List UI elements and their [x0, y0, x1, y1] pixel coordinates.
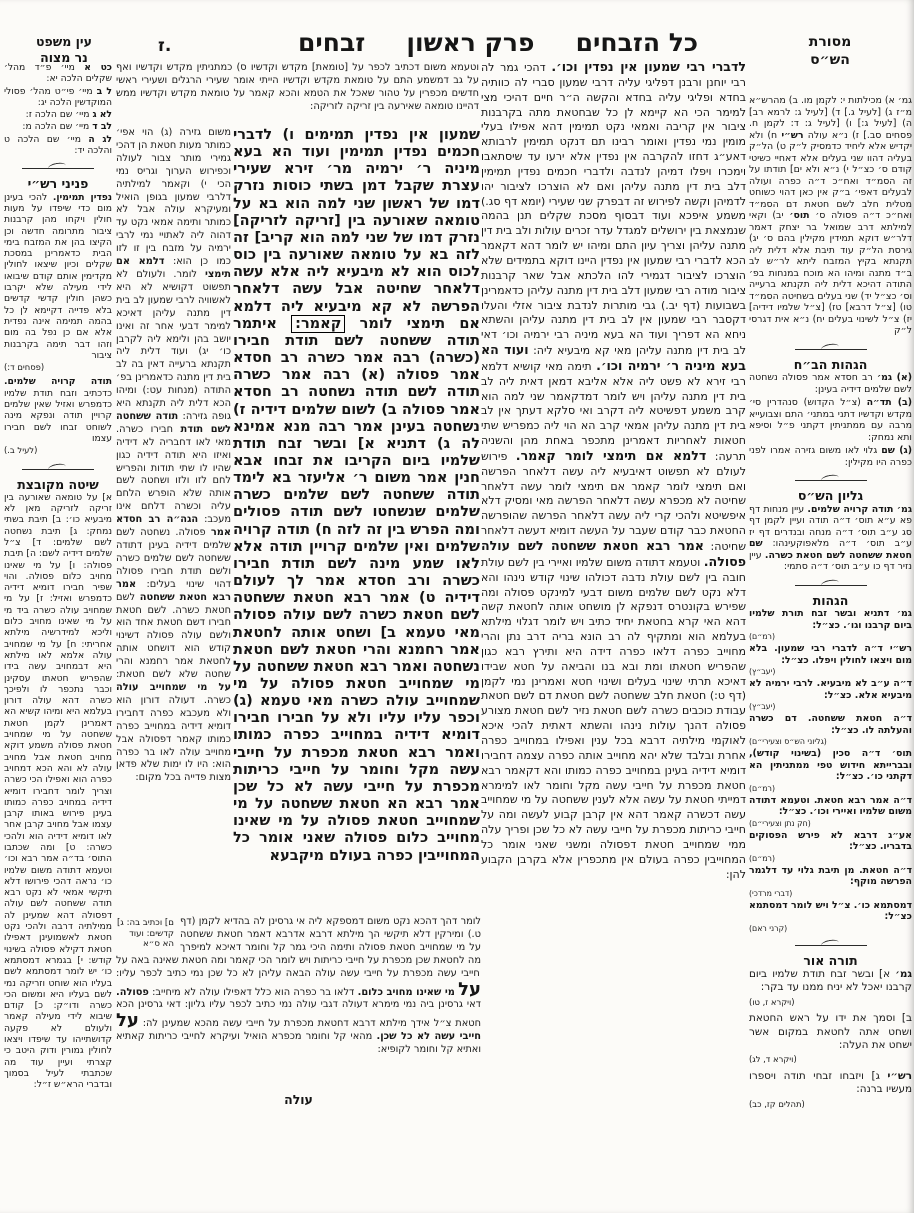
- shita-mekubetzet-heading: שיטה מקובצת: [17, 476, 99, 492]
- section-divider: [795, 940, 867, 949]
- page-number: ז.: [158, 36, 172, 56]
- rashi-column: [116, 127, 231, 915]
- rashi-bottom-block: [116, 916, 481, 1086]
- hagahot-entry-text: רש״י ד״ה לדברי רבי שמעון. בלא מום ויצאו לחולין ויפלו. כצ״ל:: [749, 643, 912, 666]
- pninei-rashi-text: [4, 192, 112, 457]
- gilyon-body: עיין נזיר דף כו ע״ב תוס׳ ד״ה סתמי:: [749, 549, 912, 572]
- section-divider: [795, 580, 867, 589]
- torah-or-verse-text: ג] ויזבחו זבחי תודה ויספרו מעשיו ברנה:: [749, 1069, 912, 1096]
- tosafot-dibbur: ועוד הא בעא מיניה ר׳ ירמיה וכו׳.: [481, 342, 746, 373]
- hagahot-heading: הגהות: [812, 592, 849, 608]
- rashi-dibbur: פסולה.: [116, 986, 149, 998]
- rashi-dibbur: אמר רבא חטאת ששחטה: [116, 578, 231, 603]
- masechet-name: זבחים: [298, 28, 366, 57]
- gemara-text: שמעון אין נפדין תמימים ו) לדברי חכמים נפדין תמימין ועוד הא בעא מיניה ר׳ ירמיה מר׳ זירא שעירי עצרת שקבל דמן בשתי כוסות נזרק דמו של ראשון שני למה הוא בא על טומאה שאורעה בין [זריקה לזריקה] נזרק דמו של שני למה הוא קריב] זה לזה בא על טומאה שאורעה בין כוס לכוס הוא לא מיבעיא ליה אלא עשה דלאחר שחיטה אבל עשה דלאחר הפרשה לא קא מיבעיא ליה דלמא אם תימצי לומר: [233, 127, 480, 332]
- ein-mishpat-letter: לא ג: [92, 109, 112, 121]
- chapter-name: כל הזבחים: [575, 28, 698, 57]
- ein-mishpat-letter: לג ה: [88, 133, 112, 145]
- rashi-text: משום גזירה (ג) הוי אפי׳ כמותר מעות חטאת הן דהכי גמירי מותר צבור לעולה וכפירוש הערוך וגריס נמי הכי י) וקאמר למילתיה דלרבי שמעון בגופן הואיל ומעיקרא עולה אבל לא כמותר ותימה אמאי נקט עד דהוה ליה לאתויי נמי לרבי ירמיה על מזבח בין זו לזו כמו כן הוא:: [116, 127, 231, 268]
- torah-or-citation: (ויקרא ד, לג): [749, 1054, 797, 1065]
- torah-or-verse-text: ב] וסמך את ידו על ראש החטאת ושחט אתה לחטאת במקום אשר ישחט את העלה:: [749, 1012, 912, 1052]
- rashi-top-block: וטעמא משום דכתיב לכפר על [טומאת] מקדש וקדשיו ס) כמתניתין מקדש וקדשיו ואף על גב דמשמע התם על טומאת מקדש וקדשיו הייתי אומר שעירי הרגלים ושעירי ראשי חדשים מכפרין על טהור שאכל את הטמא והכא קאמר על טומאת מקדש וקדשיו ממש דהיינו טומאה שאירעה בין זריקה לזריקה:: [116, 62, 479, 112]
- ein-mishpat-ref: מיי׳ שם הלכה מ:: [22, 121, 90, 133]
- rashi-large-lemma: על: [458, 978, 481, 1000]
- masoret-masthead-line2: הש״ס: [810, 51, 850, 68]
- tosafot-text: וטעמא דתודה משום שלמיו ואיירי בין לשם עולת חובה בין לשם עולת נדבה דכולהו שינוי קודש נינהו והא דלא נקט לשם שלמים משום דבעי למינקט פסולה ומה שפירש בקונטרס דנפקא לן מושחט אותה לחטאת קשה דהא האי קרא בחטאת יחיד כתיב ויש לומר דגלוי מילתא בעלמא הוא ומתקיף לה רב הונא בריה דרב נתן והרי מחוייב כפרה דלאו כפרה דידה היא ותירץ רבא כגון שהפריש חטאתו ומת ובא בנו והביאה על חטא שבידו דאיכא תרתי שינוי בעלים ושינוי חטא ואמרינן נמי לקמן (דף ט:) חטאת חלב ששחטה לשם חטאת דם לשם חטאת עבודת כוכבים כשרה לשם חטאת נזיר לשם חטאת מצורע פסולה דהנך עולות נינהו והשתא דאתית להכי איכא לאוקמי מילתיה דרבא בכל ענין ואפילו במחוייב כפרה אחרת ובלבד שלא יהא מחוייב אותה כפרה עצמה דחבירו דומיא דידיה בעינן במחוייב כפרה כמותו והא דקאמר רבא חטאת מכפרת על חייבי עשה מקל וחומר לאו למימרא דמייתי חטאת על עשה אלא לענין ששחטה על מי שמחוייב עשה דכשרה קאמר דהא אין קרבן קבוע לעשה ומה על חייבי כריתות מכפרת על חייבי עשה לא כל שכן ופריך עלה ממי שמחוייב חטאת דפסולה ומשני שאני אומר כל המחוייבין כפרה בעולם אין מתכפרין אלא בקרבן הקבוע להן:: [481, 555, 746, 881]
- ein-mishpat-masthead-line1: עין משפט: [36, 34, 92, 49]
- rashi-text: מהאי קל וחומר מכפרא הואיל ועיקרא לחייבי כריתות קאתיא ואתיא קל וחומר לקופיא:: [116, 1031, 481, 1056]
- hagahot-attribution: (רמ״ם): [749, 783, 775, 793]
- hagahot-entry-text: תוס׳ ד״ה סכין (בשינוי קודש), ובברייתא חידוש טפי ממתניתין הא דקתני כו׳. כצ״ל:: [749, 748, 912, 782]
- pninei-body: כדכתיב וזבח תודת שלמיו כדמפרש ואזיל שאין שלמים קרויין תודה ונפקא מינה לשוחט זבחו לשם חבירו עצמו: [4, 387, 112, 444]
- tosafot-dibbur: לדברי רבי שמעון אין נפדין וכו׳.: [551, 60, 746, 74]
- section-divider: [795, 344, 867, 353]
- hagahot-entry-text: גמ׳ דתניא ובשר זבח תורת שלמיו ביום קרבנו וגו׳. כצ״ל:: [749, 608, 912, 631]
- rashi-dibbur: הגה״ה רב חסדא אמר: [116, 514, 231, 539]
- gilyon-body: עיין מנחות דף פא ע״א תוס׳ ד״ה תודה ועיין לקמן דף סג ע״ב תוס׳ ד״ה מנחה ובנדרים דף יז ע״ב תוס׳ ד״ה מלאפוקעינהו:: [749, 503, 912, 549]
- torah-or-source-label: גמ׳: [895, 968, 912, 980]
- ein-mishpat-item: [4, 86, 112, 109]
- ein-mishpat-ref: מיי׳ שם הלכה ט והלכה יד:: [4, 133, 112, 157]
- ein-mishpat-masthead: [8, 34, 120, 65]
- ein-mishpat-letter: לב ד: [92, 121, 112, 133]
- hagahot-entry: [749, 795, 912, 828]
- rashi-text: דלאו בר כפרה הוא כלל דאפילו עולה לא מיחייב:: [148, 986, 355, 998]
- masoret-masthead-line1: מסורת: [808, 34, 852, 50]
- ein-mishpat-ref: מיי׳ שם הלכה ז:: [25, 109, 90, 121]
- rashi-dibbur: תודה ששחטה לשם תודת: [116, 410, 231, 435]
- rashi-text: לשם חטאת כשרה. לשם חטאת חבירו דשם חטאת אחד הוא ולשם עולה פסולה דשינוי קודש הוא דושחט אותה לחטאת אמר רחמנא והרי שחטה שלא לשם חטאת:: [116, 591, 231, 681]
- hagahot-attribution: (דברי מרדכי): [749, 888, 793, 898]
- rashi-dibbur: על מי שמחוייב עולה: [116, 681, 231, 693]
- bach-item-head: (ג) שם: [881, 445, 912, 456]
- hagahot-entry-text: אע״ג דרבא לא פירש הפסוקים בדבריו. כצ״ל:: [749, 829, 912, 852]
- hagahot-entry-text: ד״ה חטאת. מן תיבת גלוי עד דלגמר הפרשה מוקף:: [749, 864, 912, 887]
- ein-mishpat-item: [4, 62, 112, 85]
- hagahot-attribution: (יעב״ץ): [749, 667, 776, 676]
- hagahot-attribution: (קרני ראם): [749, 923, 788, 933]
- hagahot-attribution: (חק נתן וצעירי״ם): [749, 818, 811, 828]
- ein-mishpat-list: [4, 62, 112, 156]
- gemara-text: איתמר תודה ששחטה לשם תודת חבירו (כשרה) רבה אמר כשרה רב חסדא אמר פסולה (א) רבה אמר כשרה תודה לשם תודה נשחטה רב חסדא אמר פסולה ב) לשום שלמים דידיה ז) נשחטה בעינן אמר רבה מנא אמינא לה ג) דתניא א] ובשר זבח תודת שלמיו ביום הקריבו את זבחו אבא חנין אמר משום ר׳ אליעזר בא לימד תודה ששחטה לשם שלמים כשרה שלמים שנשחטו לשם תודה פסולים ומה הפרש בין זה לזה ח) תודה קרויה שלמים ואין שלמים קרויין תודה אלא לאו שמע מינה לשם תודת חבירו כשרה ורב חסדא אמר לך לעולם דידיה ט) אמר רבא חטאת ששחטה לשם חטאת כשרה לשם עולה פסולה מאי טעמא ב] ושחט אותה לחטאת אמר רחמנא והרי חטאת לשם חטאת נשחטה ואמר רבא חטאת ששחטה על מי שמחוייב חטאת פסולה על מי שמחוייב עולה כשרה מאי טעמא (ג) וכפר עליו עליו ולא על חבירו חבירו דומיא דידיה במחוייב כפרה כמותו ואמר רבא חטאת מכפרת על חייבי עשה מקל וחומר על חייבי כריתות מכפרת על חייבי עשה לא כל שכן אמר רבא הא חטאת ששחטה על מי שמחוייב חטאת פסולה על מי שאינו מחוייב כלום פסולה שאני אומר כל המחוייבין כפרה בעולם מיקבעא: [233, 315, 480, 864]
- gilyon-dibbur: גמ׳ תודה קרויה שלמים.: [807, 503, 912, 515]
- hagahot-entry: [749, 830, 912, 863]
- tosafot-text: דהכי גמר לה רבי יוחנן ורבנן דפליגי עליה דרבי שמעון סברי לה כוותיה בחדא ופליגי עליה בחדא והקשה ה״ר חיים דהיכי מצי למימר הכי הא קיימא לן כל שבחטאת מתה בקרבנות ציבור אין קריבה ואמאי נקט תמימין דהא אפילו בעלי מומין נמי נפדין ואומר רבינו תם דנקט תמימין לרבותא דאע״ג דחזו להקרבה אין נפדין אלא ירעו עד שיסתאבו וימכרו ויפלו דמיהן לנדבה ולדברי חכמים נפדין תמימין דלב בית דין מתנה עליהן ואם לא הוצרכו לציבור יהו לדמיהן וקשה לפירוש זה דבפרק שני שעירי (יומא דף סג.) משמע איפכא ועוד דבסוף מסכת שקלים תנן בהמה שנמצאת בין ירושלים למגדל עדר זכרים עולות ולב בית דין מתנה עליהן וצריך עיון התם ומיהו יש לומר דהא דקאמר הכא לדברי רבי שמעון אין נפדין היינו דוקא בתמידים שלא הוצרכו לציבור דגמירי להו הלכתא אבל שאר קרבנות ציבור מודה רבי שמעון דלב בית דין מתנה עליהן כדאמרינן בשבועות (דף יב.) גבי מותרות לנדבת ציבור אזלי והעלו דקסבר רבי שמעון אין לב בית דין מתנה עליהן והשתא ניחא הא דפריך ועוד הא בעא מיניה רבי ירמיה וכו׳ דאי לב בית דין מתנה עליהן מאי קא מיבעיא ליה:: [481, 61, 746, 358]
- section-divider: [22, 464, 94, 473]
- ein-mishpat-ref: מיי׳ פ״ד מהל׳ שקלים הלכה יא:: [4, 62, 112, 85]
- torah-or-verse: [749, 1012, 912, 1067]
- torah-or-source-label: רש״י: [887, 1069, 912, 1082]
- rashi-text: לומר. ולעולם לא תפשוט דקושיא לא היא לאשוויה לרבי שמעון לב בית דין מתנה עליהן דאיכא למימר דבעי אחר זה ואינו יושב בהן ולימא ליה לקרבן כו׳ יג) ועוד דלית ליה תקנתא ברעייה דאין בה לב בית דין מתנה כדאמרינן בפ׳ התודה (מנחות עט:) ומיהו הכא דלית ליה תקנתא היא גופה גזירה:: [116, 268, 231, 422]
- masoret-refs: ח) ולא יקדיש אלא ליחיד כדמסיק ל״ק ט) הל״ק בעליה דהוו שני בעלים אלא דאחיי כשיטי קודם ס׳ כצ״ל י) נ״א ולא ים] תודתו על זה הסמ״ד ואח״כ ד״ה כפרה ועולה לבעלים דאפי׳ ב״ק אין כאן דהוי כשוחט מטלית חלב לשם חטאת דם הסמ״ד ואח״כ ד״ה פסולה ס׳: [749, 129, 912, 221]
- gemara-highlighted-word: קאמר:: [291, 315, 345, 333]
- bach-item-text: רב חסדא אמר פסולה נשחטה לשם שלמים דידיה בעינן:: [749, 372, 912, 395]
- torah-or-citation: (ויקרא ז, טו): [749, 996, 795, 1007]
- rashi-text: דאי גרסינן ביה נמי מימרא דעולה דגבי עולה נמי כתיב לכפר עליו גליון: דאי גרסינן הכא חטאת צ״ל אידך מילתא דרבא דחטאת מכפרת על חייבי עשה מהכא שמעינן לה:: [116, 999, 481, 1030]
- torah-or-citation: (תהלים קז, כב): [749, 1098, 805, 1109]
- rashi-text: פסולה. נשחטה לשם שלמים דידיה בעינן דתודה ששחטה לשם שלמים כשרה ולשם תודת חבירו פסולה דהוי שינוי בעלים:: [116, 527, 231, 590]
- masoret-hashas-text: [749, 95, 912, 337]
- rashi-large-lemma: על: [116, 1010, 139, 1032]
- bach-item-head: (א) גמ׳: [876, 372, 912, 383]
- hagahot-entry-text: ד״ה ע״ב לא מיבעיא. לרבי ירמיה לא מיבעיא אלא. כצ״ל:: [749, 678, 912, 701]
- rashi-text: לומר דהך דהכא נקט משום דמספקא ליה אי גרסינן לה בהדיא לקמן (דף ט.) ומירקין דלא תיקשי הך מילתא דרבא אדרבא דאמר חטאת ששחטה על מי שמחוייב חטאת פסולה ותימה היכי גמר קל וחומר דאיכא למיפרך מה לחטאת שכן מכפרת על חייבי כריתות ויש לומר הכי קאמר ומה חטאת שאינה באה על חייבי עשה מכפרת על חייבי עשה עולה הבאה עליהן לא כל שכן נמי כתיב לכפר עליו:: [116, 916, 481, 979]
- masoret-rashi-label: רש״י: [781, 129, 804, 141]
- bach-item: [749, 397, 912, 443]
- hagahot-attribution: (רמ״ם): [749, 632, 775, 641]
- tosafot-dibbur: דלמא אם תימצי לומר קאמר.: [515, 447, 707, 463]
- masoret-refs: גמ׳ א) מכילתות י: לקמן מו. ב) מהרש״א מ״ז ג) [לעיל ג.] ד) [לעיל ג: לרמא רב] ה) [לעיל ג:] ו) [לעיל ג: ד: לקמן ח. פסחים סב.] ז) נ״א עולה: [749, 95, 912, 141]
- ein-mishpat-ref: מיי׳ פי״ט מהל׳ פסולי המוקדשין הלכה יג:: [4, 85, 112, 108]
- ein-mishpat-item: [4, 109, 112, 120]
- hagahot-entry-text: דמסתמא כו׳. צ״ל ויש לומר דמסתמא כצ״ל:: [749, 899, 912, 922]
- ein-mishpat-item: [4, 134, 112, 157]
- bach-item-text: (צ״ל הקדוש) סנהדרין סי׳ מקדש וקדשיו דתני במתני׳ התם וצבועייא מרבה עם ממתניתין דקתני פ״ל וסיפא ותא נמחק:: [749, 397, 912, 443]
- shita-mekubetzet-text: א] על טומאה שאורעה בין זריקה לזריקה מאן לא מיבעיא כו׳: ב] תיבת בשתי נמחק: ג] תיבת נשחטה לשם שלמים: ד] צ״ל שלמים דידיה לשם: ה] תיבת פסולה: ו] על מי שאינו מחויב כלום פסולה. והוי שפיר חבירו דומיא דידיה כדמפרש ואזיל: ז] על מי שמחויב עולה כשרה ביד מי על מי שאינו מחויב כלום וליכא למידרשיה מילתא אחריתי: ח] על מי שמחויב עולה אלמא לאו מילתא היא דבמחויב עשה בידו שהפריש חטאתו עסקינן וכבר נתכפר לו ולפיכך כשרה דהא עולה דורון בעלמא היא ומיהו קשיא הא דאמרינן לקמן חטאת ששחטה על מי שמחויב חטאת פסולה משמע דוקא מחויב חטאת אבל מחויב עולה לא והא הכא דמחויב כפרה הוא ואפילו הכי כשרה וצריך לומר דחבירו דומיא דידיה במחויב כפרה כמותו בעינן פירוש באותו קרבן עצמו אבל מחויב קרבן אחר לאו דומיא דידיה הוא ולהכי כשרה: ט] ומה שכתבו התוס׳ בד״ה אמר רבא וכו׳ וטעמא דתודה משום שלמיו כו׳ נראה דהכי פירושו דלא תיקשי אמאי לא נקט רבא תודה ששחטה לשם עולה דפסולה דהא שמעינן לה ממילתיה דרבה ולהכי נקט חטאת לאשמועינן דאפילו חטאת דקילא פסולה בשינוי קודש: י] בגמרא דמסתמא כו׳ יש לומר דמסתמא לשם בעליו הוא שוחט וזריקה נמי לשם בעליו היא ומשום הכי כשרה ודו״ק: כ] קודם שיבוא לידי מעילה קאמר ולעולם לא פקעה קדושתייהו עד שיפדו ויצאו לחולין גמורין ודוק היטב כי קצרתי ועיין עוד מה שכתבתי לעיל בסמוך ובדברי הרא״ש ז״ל:: [4, 491, 112, 1091]
- pninei-citation: (פסחים ד:): [4, 362, 45, 373]
- pninei-body: להכי בעינן מום כדי שיפדו על מעות חולין ויקחו מהן קרבנות ציבור מתרומה חדשה וכן הקיצו בהן את המזבח בימי הבית כדאמרינן במסכת שקלים וכיון שיצאו לחולין מקדימין אותם קודם שיבואו לידי מעילה שלא יקרבו כשהן חולין קדשי קדשים בלא פדייה דקיימא לן כל בהמה תמימה אינה נפדית אלא אם כן נפל בה מום וזהו דבר תימה בקרבנות ציבור: [4, 191, 112, 361]
- gilyon-dibbur: שם חטאת ששחטה לשם חטאת כשרה.: [749, 538, 912, 561]
- shita-tail-fragment: ם] וכתיב בה: ג] קדשים: ועוד הא ס״א: [116, 918, 174, 950]
- section-divider: [795, 475, 867, 484]
- left-margin-column: [4, 62, 112, 1092]
- bach-item: [749, 445, 912, 468]
- chapter-header: [232, 28, 746, 57]
- ein-mishpat-masthead-line2: נר מצוה: [40, 49, 88, 65]
- perek-name: פרק ראשון: [406, 28, 535, 57]
- torah-or-verse: [749, 968, 912, 1009]
- pninei-citation: (לעיל ב.): [4, 445, 38, 456]
- hagahot-attribution: (רמ״ם): [749, 853, 775, 863]
- hagahot-entry: [749, 678, 912, 711]
- bach-item: [749, 372, 912, 395]
- hagahot-entry-text: ד״ה חטאת ששחטה. דם כשרה והעלתה לו. כצ״ל:: [749, 713, 912, 736]
- hagahot-entry: [749, 643, 912, 676]
- bach-item-head: (ב) תד״ה: [866, 397, 912, 408]
- tosafot-text: פירוש לעולם לא תפשוט דאיבעיא ליה עשה דלאחר הפרשה ואם תימצי לומר קאמר אם תימצי לומר עשה דלאחר שחיטה לא מכפרא עשה דלאחר הפרשה מאי ומסיק דלא איפשיטא ולהכי קרי ליה עשה דלאחר הפרשה שהופרשה החטאת כבר קודם שעבר על העשה דומיא דעשה דלאחר שחיטה:: [481, 449, 746, 553]
- gemara-column: [233, 127, 480, 917]
- right-margin-column: [749, 95, 912, 1200]
- hagahot-attribution: (יעב״ץ): [749, 702, 776, 711]
- masoret-refs: יב) וקאי למילתא דרב שמואל בר יצחק דאמר דלר״ש דוקא תמידין מקילין בהם ס׳ יג) גירסת הל״ק עוד תיבת אלא דלית ליה תקנתא בקיץ המזבח ליתא לר״ש לב ב״ד מתנה ומיהו הא מוכח במנחות בפ׳ התודה דהיכא דלית ליה תקנתא ברעייה וס׳ כצ״ל יד) שני בעלים בשחיטה הסמ״ד טו) [צ״ל דרבא] טז) [צ״ל שלמיו דידיה] יז) צ״ל לשינוי בעלים יח) נ״א אית דגרסי ל״ק: [749, 210, 912, 336]
- hagahot-entry: [749, 748, 912, 793]
- hagahot-entry-text: ד״ה אמר רבא חטאת. וטעמא דתודה משום שלמיו ואיירי וכו׳. כצ״ל:: [749, 794, 912, 817]
- pninei-rashi-heading: פניני רש״י: [27, 176, 89, 192]
- bach-item-text: גלוי לאו משום גזירה אמרו לפני כפרה היו מקילין:: [749, 445, 912, 468]
- ein-mishpat-letter: כט א: [84, 62, 112, 73]
- hagahot-entry: [749, 608, 912, 641]
- torah-or-heading: תורה אור: [803, 952, 858, 968]
- gilyon-hashas-heading: גליון הש״ס: [797, 488, 864, 503]
- masoret-tosafot-label: תוס׳: [789, 210, 810, 221]
- rashi-dibbur: דלמא אם תימצי: [116, 256, 231, 280]
- ein-mishpat-letter: ל ב: [96, 85, 112, 97]
- rashi-text: כשרה. דעולה דורון הוא ולא מעכבא כפרה דחבירו דומיא דידיה במחוייב כפרה כמותו קאמר דפסולה אבל מחוייב עולה לאו בר כפרה הוא: היו לו ימות שלא פדאן מצות פדייה בכל מקום:: [116, 694, 231, 784]
- ein-mishpat-item: [4, 121, 112, 132]
- pninei-dibbur: נפדין תמימין.: [52, 191, 112, 203]
- section-divider: [22, 163, 94, 172]
- tosafot-column: [481, 60, 746, 1080]
- rashi-dibbur: חייבי עשה לא כל שכן.: [376, 1031, 481, 1043]
- gilyon-hashas-text: [749, 504, 912, 573]
- hagahot-entry: [749, 900, 912, 933]
- pninei-dibbur: תודה קרויה שלמים.: [4, 376, 112, 388]
- hagahot-habach-heading: הגהות הב״ח: [793, 356, 868, 372]
- rashi-dibbur: מי שאינו מחויב כלום.: [357, 986, 455, 998]
- tosafot-dibbur: אמר רבא חטאת ששחטה לשם עולה פסולה.: [481, 538, 746, 569]
- masoret-hashas-masthead: [748, 34, 912, 69]
- catchword: עולה: [284, 1092, 313, 1107]
- torah-or-verse-text: א] ובשר זבח תודת שלמיו ביום קרבנו יאכל לא יניח ממנו עד בקר:: [749, 968, 912, 994]
- tosafot-text: תימה מאי קושיא דלמא רבי זירא לא פשט ליה אלא אליבא דמאן דאית ליה לב בית דין מתנה עליהן ויש לומר דמדקאמר שני למה הוא קרב משמע דפשיטא ליה דקרב ואי סלקא דעתך אין לב בית דין מתנה עליהן אמאי קרב הא הוי ליה כמפריש שתי חטאות לאחריות דאמרינן מתכפר באחת מהן והשניה תרעה:: [481, 359, 746, 463]
- hagahot-attribution: (גליוני הש״ס וצעירי״ם): [749, 737, 827, 746]
- hagahot-entry: [749, 865, 912, 898]
- torah-or-verse: [749, 1070, 912, 1111]
- hagahot-entry: [749, 713, 912, 746]
- rashi-text: חבירו כשרה. מאי לאו דחבריה לא דידיה ואיזו היא תודה דידיה כגון שהיו לו שתי תודות והפריש לחם לזו ולזו ושחטה לשם אותה שלא הופרש הלחם עליה וכשרה דלחם אינו מעכב:: [116, 423, 231, 526]
